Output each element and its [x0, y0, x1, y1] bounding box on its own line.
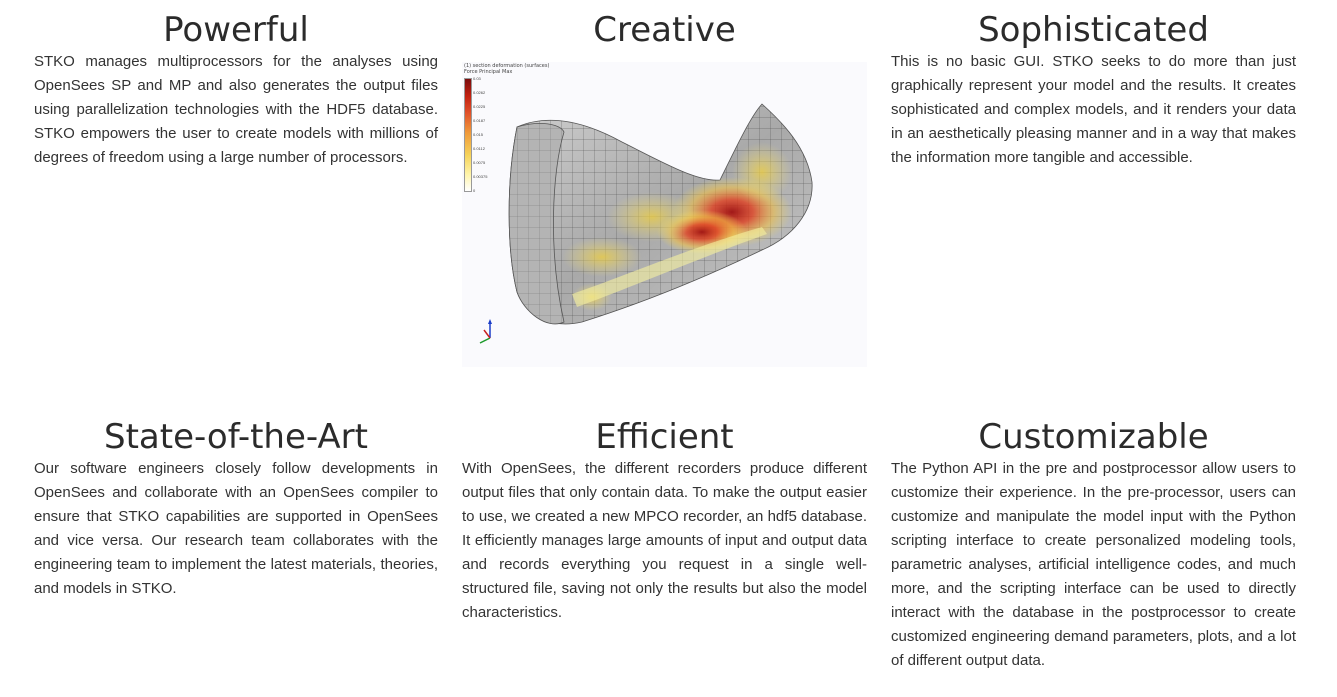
feature-efficient	[462, 417, 867, 625]
feature-title: Sophisticated	[978, 10, 1209, 50]
feature-description: With OpenSees, the different recorders produce different output files that only contain data. To make the output easier to use, we created a new MPCO recorder, an hdf5 database. It efficiently manages large amounts of input and output data and records everything you request in a single well-structured file, saving not only the results but also the model characteristics.	[462, 460, 867, 621]
feature-title: Efficient	[595, 417, 734, 457]
legend-label: 0.00375	[473, 174, 488, 179]
feature-description: STKO manages multiprocessors for the analyses using OpenSees SP and MP and also generates the output files using parallelization technologies with the HDF5 database. STKO empowers the user to create models with millions of degrees of freedom using a large number of processors.	[34, 53, 438, 166]
feature-title: Customizable	[978, 417, 1209, 457]
deformed-shell-render	[462, 62, 867, 367]
legend-label: 0.03	[473, 76, 481, 81]
legend-label: 0.015	[473, 132, 484, 137]
simulation-result-image	[462, 62, 867, 367]
feature-title: State-of-the-Art	[104, 417, 368, 457]
feature-powerful	[34, 10, 438, 170]
feature-description: This is no basic GUI. STKO seeks to do more than just graphically represent your model and the results. It creates sophisticated and complex models, and it renders your data in an aesthetically pleasing manner and in a way that makes the information more tangible and accessible.	[891, 53, 1296, 166]
feature-title: Creative	[593, 10, 736, 50]
feature-description: The Python API in the pre and postprocessor allow users to customize their experience. In the pre-processor, users can customize and manipulate the model input with the Python scripting interface to create personalized modeling tools, parametric analyses, artificial intelligence codes, and much more, and the scripting interface can be used to directly interact with the database in the postprocessor to create customized engineering demand parameters, plots, and a lot of different output data.	[891, 460, 1296, 669]
legend-label: 0.0112	[473, 146, 485, 151]
legend-label: 0.0262	[473, 90, 486, 95]
legend-label: 0	[473, 188, 476, 193]
result-caption: (1) section deformation (surfaces) Force Principal Max	[464, 63, 550, 75]
legend-label: 0.0225	[473, 104, 486, 109]
feature-state-of-the-art	[34, 417, 438, 601]
feature-customizable	[891, 417, 1296, 673]
axis-triad	[480, 319, 492, 343]
feature-title: Powerful	[163, 10, 309, 50]
feature-description: Our software engineers closely follow developments in OpenSees and collaborate with an OpenSees compiler to ensure that STKO capabilities are supported in OpenSees and vice versa. Our research team collaborates with the engineering team to implement the latest materials, theories, and models in STKO.	[34, 460, 438, 597]
legend-color-bar	[464, 78, 472, 192]
legend-label: 0.0187	[473, 118, 486, 123]
feature-creative	[462, 10, 867, 367]
legend-label: 0.0075	[473, 160, 486, 165]
feature-sophisticated	[891, 10, 1296, 170]
